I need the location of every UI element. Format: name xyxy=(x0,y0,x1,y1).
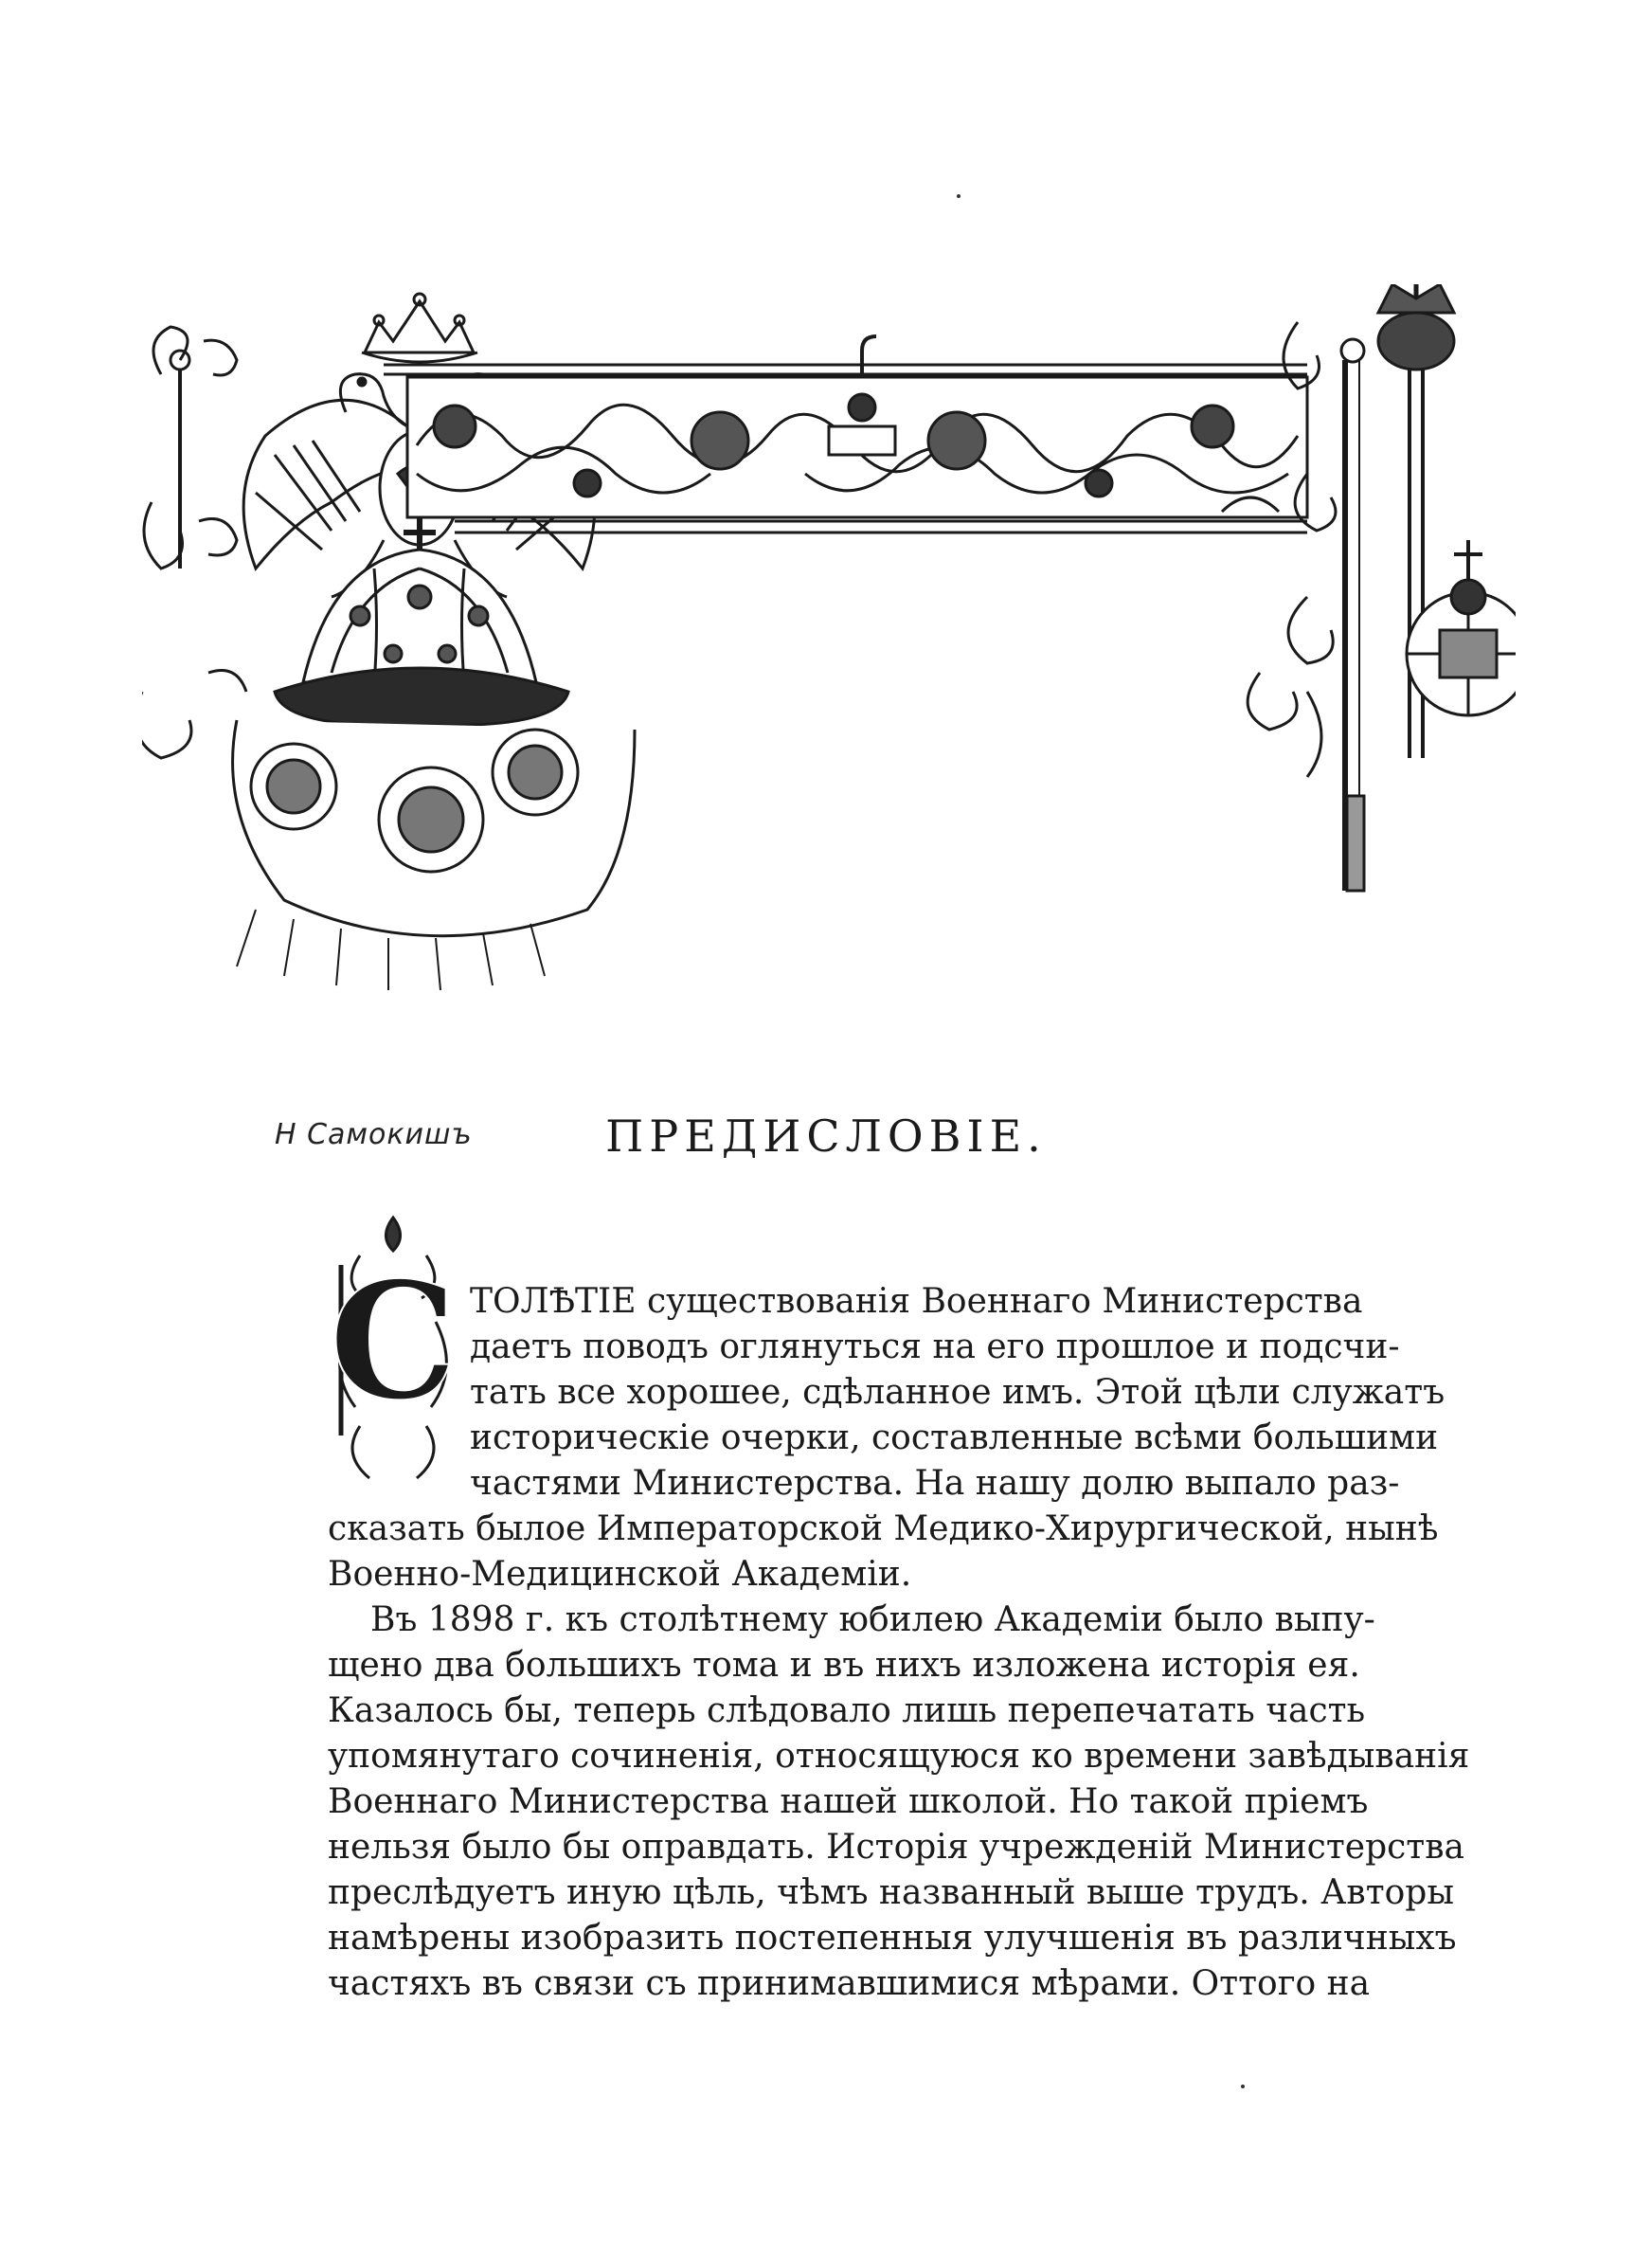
crown-icon xyxy=(362,294,477,362)
scan-speck xyxy=(1241,2085,1245,2088)
orb-icon xyxy=(1378,284,1516,758)
text-line: частями Министерства. На нашу долю выпало раз- xyxy=(470,1464,1400,1503)
text-line: намѣрены изобразить постепенныя улучшенiя въ различныхъ xyxy=(328,1919,1457,1958)
draped-cloth xyxy=(233,720,635,990)
text-line: Военно-Медицинской Академiи. xyxy=(328,1555,912,1594)
text-line: тать все хорошее, сдѣланное имъ. Этой цѣли служатъ xyxy=(470,1373,1446,1412)
text-line: даетъ поводъ оглянуться на его прошлое и подсчи- xyxy=(470,1327,1400,1366)
text-line: ТОЛѢТIЕ существованiя Военнаго Министерства xyxy=(470,1282,1363,1321)
text-line: историческiе очерки, составленные всѣми большими xyxy=(470,1418,1439,1457)
initial-letter: С xyxy=(329,1247,458,1436)
text-line: частяхъ въ связи съ принимавшимися мѣрами. Оттого на xyxy=(328,1964,1371,2003)
text-line: Казалось бы, теперь слѣдовало лишь перепечатать часть xyxy=(328,1691,1366,1730)
scepter-icon xyxy=(1341,339,1364,891)
text-line: сказать былое Императорской Медико-Хирургической, нынѣ xyxy=(328,1509,1439,1548)
cap-of-monomakh-icon xyxy=(275,550,568,726)
body-text xyxy=(328,1279,1470,2007)
text-line: нельзя было бы оправдать. Исторiя учрежденiй Министерства xyxy=(328,1828,1464,1867)
text-line: Въ 1898 г. къ столѣтнему юбилею Академiи было выпу- xyxy=(370,1600,1375,1639)
text-line: преслѣдуетъ иную цѣль, чѣмъ названный выше трудъ. Авторы xyxy=(328,1873,1454,1912)
regalia-headpiece xyxy=(142,284,1516,1090)
text-line: упомянутаго сочиненiя, относящуюся ко времени завѣдыванiя xyxy=(328,1737,1470,1776)
text-line: щено два большихъ тома и въ нихъ изложена исторiя ея. xyxy=(328,1646,1360,1685)
scan-speck xyxy=(957,194,961,198)
text-line: Военнаго Министерства нашей школой. Но такой прiемъ xyxy=(328,1782,1369,1821)
artist-signature: Н Самокишъ xyxy=(275,1118,473,1151)
page-title: ПРЕДИСЛОВIЕ. xyxy=(605,1110,1047,1162)
